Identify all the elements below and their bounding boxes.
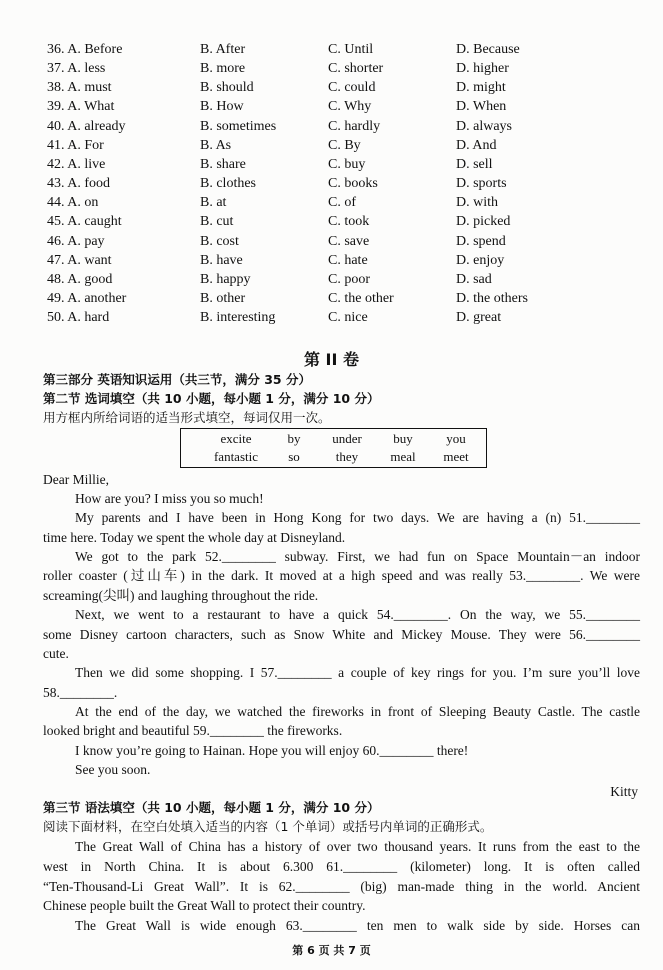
text-line: The Great Wall of China has a history of over two thousand years. It runs from the east to the	[75, 839, 640, 854]
text-line: See you soon.	[75, 762, 151, 778]
option-d: D. When	[456, 99, 507, 115]
text-line: I know you’re going to Hainan. Hope you will enjoy 60.________ there!	[75, 742, 469, 758]
option-b: B. happy	[200, 271, 251, 287]
choice-row	[0, 61, 663, 78]
text-line: How are you? I miss you so much!	[75, 491, 264, 506]
option-a: 46. A. pay	[47, 233, 105, 249]
option-a: 41. A. For	[47, 137, 104, 153]
option-b: B. should	[200, 80, 254, 96]
choice-row	[0, 272, 663, 289]
option-c: C. the other	[328, 290, 394, 306]
choice-row	[0, 291, 663, 308]
choice-row	[0, 214, 663, 231]
word-box-word: buy	[393, 431, 413, 446]
option-a: 49. A. another	[47, 290, 127, 306]
section3-instruction: 阅读下面材料，在空白处填入适当的内容（1 个单词）或括号内单词的正确形式。	[43, 819, 493, 834]
word-box-word: excite	[220, 431, 252, 446]
option-c: C. took	[328, 214, 370, 230]
text-line: Then we did some shopping. I 57.________ a couple of key rings for you. I’m sure you’ll love	[75, 665, 640, 681]
option-d: D. might	[456, 80, 506, 96]
text-line: west in North China. It is about 6.300 61.________ (kilometer) long. It is often called	[43, 858, 640, 874]
option-d: D. higher	[456, 61, 509, 77]
option-c: C. hardly	[328, 118, 381, 134]
text-line: The Great Wall is wide enough 63.________ ten men to walk side by side. Horses can	[75, 918, 640, 933]
word-box-word: they	[335, 449, 359, 464]
word-box-table	[203, 430, 481, 466]
option-d: D. sports	[456, 176, 507, 192]
option-d: D. always	[456, 118, 512, 134]
option-a: 40. A. already	[47, 118, 126, 134]
word-box-row	[203, 448, 481, 466]
volume-title: 第 II 卷	[303, 350, 360, 369]
choice-row	[0, 253, 663, 270]
text-line: cute.	[43, 645, 69, 661]
word-box	[180, 428, 487, 468]
letter-signature: Kitty	[610, 784, 638, 799]
choice-row	[0, 195, 663, 212]
option-b: B. After	[200, 42, 246, 57]
choice-row	[0, 138, 663, 155]
choice-row	[0, 99, 663, 116]
choice-row	[0, 42, 663, 59]
text-line: We got to the park 52.________ subway. First, we had fun on Space Mountain－an indoor	[75, 549, 640, 565]
option-b: B. How	[200, 99, 244, 115]
text-line: “Ten-Thousand-Li Great Wall”. It is 62.________ (big) man-made thing in the world. Ancient	[43, 878, 640, 894]
text-line: My parents and I have been in Hong Kong for two days. We are having a (n) 51.________	[75, 510, 640, 526]
text-line: roller coaster (过山车) in the dark. It moved at a high speed and was really 53.________. We were	[43, 568, 640, 584]
option-d: D. spend	[456, 233, 506, 249]
option-a: 42. A. live	[47, 156, 106, 172]
choice-row	[0, 234, 663, 251]
option-c: C. Until	[328, 42, 374, 57]
word-box-word: you	[446, 431, 466, 446]
option-c: C. poor	[328, 271, 370, 287]
word-box-word: by	[287, 431, 301, 446]
text-line: time here. Today we spent the whole day at Disneyland.	[43, 529, 346, 545]
option-d: D. great	[456, 310, 502, 326]
option-b: B. cost	[200, 233, 239, 249]
word-box-word: fantastic	[213, 449, 259, 464]
option-c: C. of	[328, 195, 356, 211]
option-b: B. clothes	[200, 176, 256, 192]
option-c: C. By	[328, 137, 361, 153]
text-line: Chinese people built the Great Wall to protect their country.	[43, 898, 366, 914]
choice-row	[0, 157, 663, 174]
option-a: 37. A. less	[47, 61, 106, 77]
option-d: D. And	[456, 137, 497, 153]
text-line: screaming(尖叫) and laughing throughout the ride.	[43, 587, 319, 603]
word-box-word: meal	[390, 449, 416, 464]
option-a: 45. A. caught	[47, 214, 122, 230]
option-b: B. As	[200, 137, 232, 153]
option-c: C. hate	[328, 252, 368, 268]
option-d: D. the others	[456, 290, 528, 306]
option-c: C. books	[328, 176, 378, 192]
option-b: B. other	[200, 290, 246, 306]
text-line: some Disney cartoon characters, such as Snow White and Mickey Mouse. They were 56.________	[43, 626, 640, 642]
option-d: D. with	[456, 195, 498, 211]
section3-heading: 第三节 语法填空（共 10 小题，每小题 1 分，满分 10 分）	[43, 800, 380, 815]
word-box-word: under	[332, 431, 362, 446]
word-box-word: meet	[443, 449, 469, 464]
option-b: B. more	[200, 61, 246, 77]
choice-row	[0, 119, 663, 136]
option-d: D. picked	[456, 214, 511, 230]
section2-instruction: 用方框内所给词语的适当形式填空，每词仅用一次。	[43, 410, 331, 425]
option-d: D. enjoy	[456, 252, 505, 268]
option-a: 44. A. on	[47, 195, 99, 211]
text-line: Next, we went to a restaurant to have a quick 54.________. On the way, we 55.________	[75, 607, 640, 623]
option-b: B. cut	[200, 214, 234, 230]
section2-heading: 第二节 选词填空（共 10 小题，每小题 1 分，满分 10 分）	[43, 391, 380, 406]
option-d: D. Because	[456, 42, 520, 57]
choice-row	[0, 310, 663, 327]
choice-row	[0, 176, 663, 193]
word-box-word: so	[288, 449, 300, 464]
option-b: B. at	[200, 195, 227, 211]
option-b: B. sometimes	[200, 118, 277, 134]
option-b: B. have	[200, 252, 243, 268]
text-line: 58.________.	[43, 684, 118, 700]
part-heading: 第三部分 英语知识运用（共三节，满分 35 分）	[43, 372, 311, 387]
option-a: 50. A. hard	[47, 310, 110, 326]
option-a: 39. A. What	[47, 99, 115, 115]
option-c: C. nice	[328, 310, 368, 326]
option-c: C. save	[328, 233, 370, 249]
text-line: At the end of the day, we watched the fireworks in front of Sleeping Beauty Castle. The castle	[75, 703, 640, 719]
option-a: 47. A. want	[47, 252, 112, 268]
option-a: 48. A. good	[47, 271, 113, 287]
text-line: looked bright and beautiful 59.________ the fireworks.	[43, 723, 343, 739]
option-c: C. Why	[328, 99, 372, 115]
option-c: C. could	[328, 80, 376, 96]
option-a: 36. A. Before	[47, 42, 123, 57]
option-a: 43. A. food	[47, 176, 110, 192]
option-c: C. shorter	[328, 61, 384, 77]
option-d: D. sell	[456, 156, 493, 172]
choice-row	[0, 80, 663, 97]
letter-greeting: Dear Millie,	[43, 472, 109, 487]
option-b: B. share	[200, 156, 246, 172]
word-box-row	[203, 430, 481, 448]
option-a: 38. A. must	[47, 80, 112, 96]
page-footer: 第 6 页 共 7 页	[292, 944, 371, 957]
option-b: B. interesting	[200, 310, 276, 326]
option-c: C. buy	[328, 156, 366, 172]
option-d: D. sad	[456, 271, 492, 287]
